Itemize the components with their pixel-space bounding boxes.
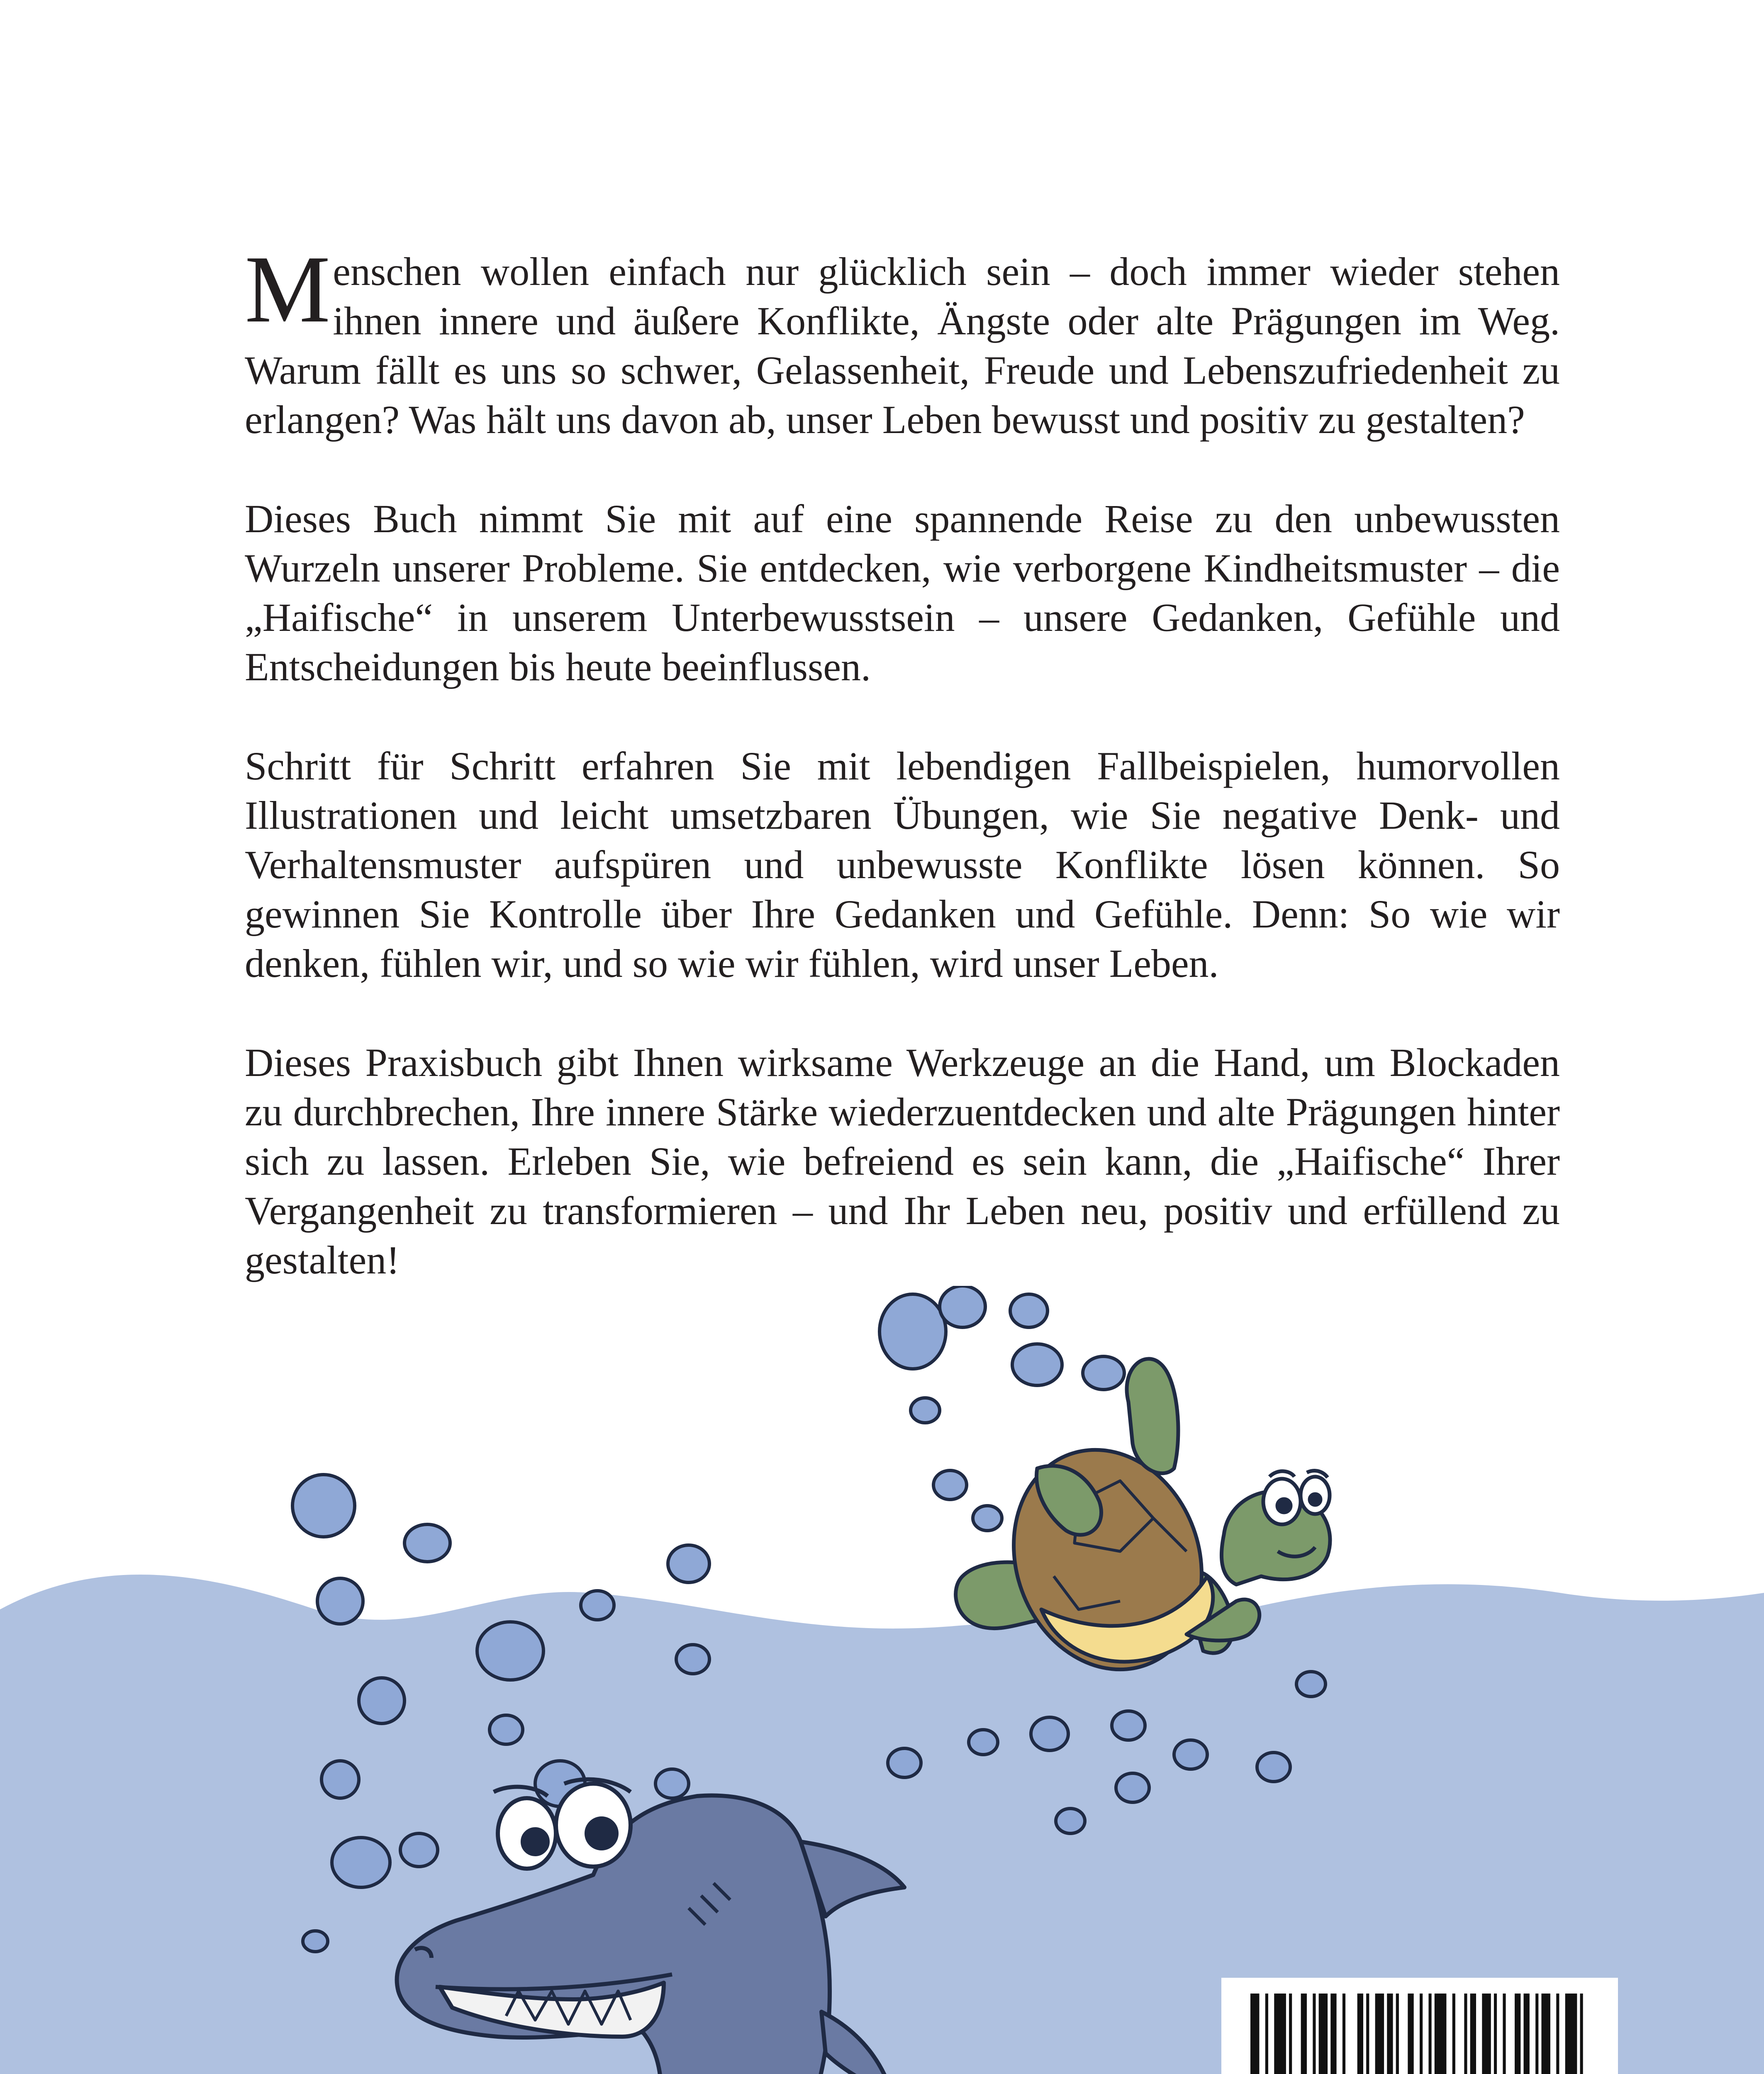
barcode-bar [1541,1994,1550,2074]
barcode-bar [1387,1994,1393,2074]
barcode-bar [1408,1994,1413,2074]
barcode-bar [1319,1994,1328,2074]
barcode-bar [1420,1994,1423,2074]
barcode-bar [1524,1994,1530,2074]
paragraph-4: Dieses Praxisbuch gibt Ihnen wirksame Werkzeuge an die Hand, um Blockaden zu durchbrechen, Ihre innere Stärke wiederzuentdecken und alte Prägungen hinter sich zu lassen. Erleben Sie, wie befreiend es sein kann, die „Haifische“ Ihrer Vergangenheit zu transformieren – und Ihr Leben neu, positiv und erfüllend zu gestalten! [245,1040,1560,1282]
barcode [1221,1978,1618,2074]
barcode-bar [1580,1994,1583,2074]
barcode-bar [1342,1994,1345,2074]
barcode-bar [1265,1994,1268,2074]
paragraph-2: Dieses Buch nimmt Sie mit auf eine spannende Reise zu den unbewussten Wurzeln unserer Probleme. Sie entdecken, wie verborgene Kindheitsmuster – die „Haifische“ in unserem Unterbewusstsein – unsere Gedanken, Gefühle und Entscheidungen bis heute beeinflussen. [245,497,1560,689]
blurb-text [245,236,1560,1285]
barcode-bar [1482,1994,1491,2074]
barcode-bar [1503,1994,1506,2074]
barcode-bar [1289,1994,1292,2074]
barcode-bar [1435,1994,1447,2074]
barcode-bar [1301,1994,1307,2074]
barcode-bar [1494,1994,1497,2074]
barcode-bar [1470,1994,1476,2074]
barcode-bar [1464,1994,1467,2074]
barcode-bar [1556,1994,1559,2074]
barcode-bar [1357,1994,1363,2074]
drop-cap: M [245,236,331,343]
barcode-bar [1515,1994,1520,2074]
barcode-bar [1565,1994,1577,2074]
paragraph-3: Schritt für Schritt erfahren Sie mit lebendigen Fallbeispielen, humorvollen Illustrationen und leicht umsetzbaren Übungen, wie Sie negative Denk- und Verhaltensmuster aufspüren und unbewusste Konflikte lösen können. So gewinnen Sie Kontrolle über Ihre Gedanken und Gefühle. Denn: So wie wir denken, fühlen wir, und so wie wir fühlen, wird unser Leben. [245,744,1560,986]
barcode-bars [1250,1994,1589,2074]
barcode-bar [1250,1994,1259,2074]
barcode-bar [1366,1994,1369,2074]
illustration [0,1286,1764,2074]
barcode-bar [1313,1994,1316,2074]
barcode-bar [1535,1994,1538,2074]
barcode-bar [1452,1994,1455,2074]
paragraph-1 [245,236,1560,444]
barcode-bar [1330,1994,1336,2074]
barcode-bar [1274,1994,1286,2074]
paragraph-1-text: enschen wollen einfach nur glücklich sein – doch immer wieder stehen ihnen innere und äußere Konflikte, Ängste oder alte Prägungen im Weg. Warum fällt es uns so schwer, Gelassenheit, Freude und Lebenszufriedenheit zu erlangen? Was hält uns davon ab, unser Leben bewusst und positiv zu gestalten? [245,249,1560,442]
barcode-bar [1396,1994,1399,2074]
barcode-bar [1375,1994,1384,2074]
barcode-bar [1428,1994,1431,2074]
